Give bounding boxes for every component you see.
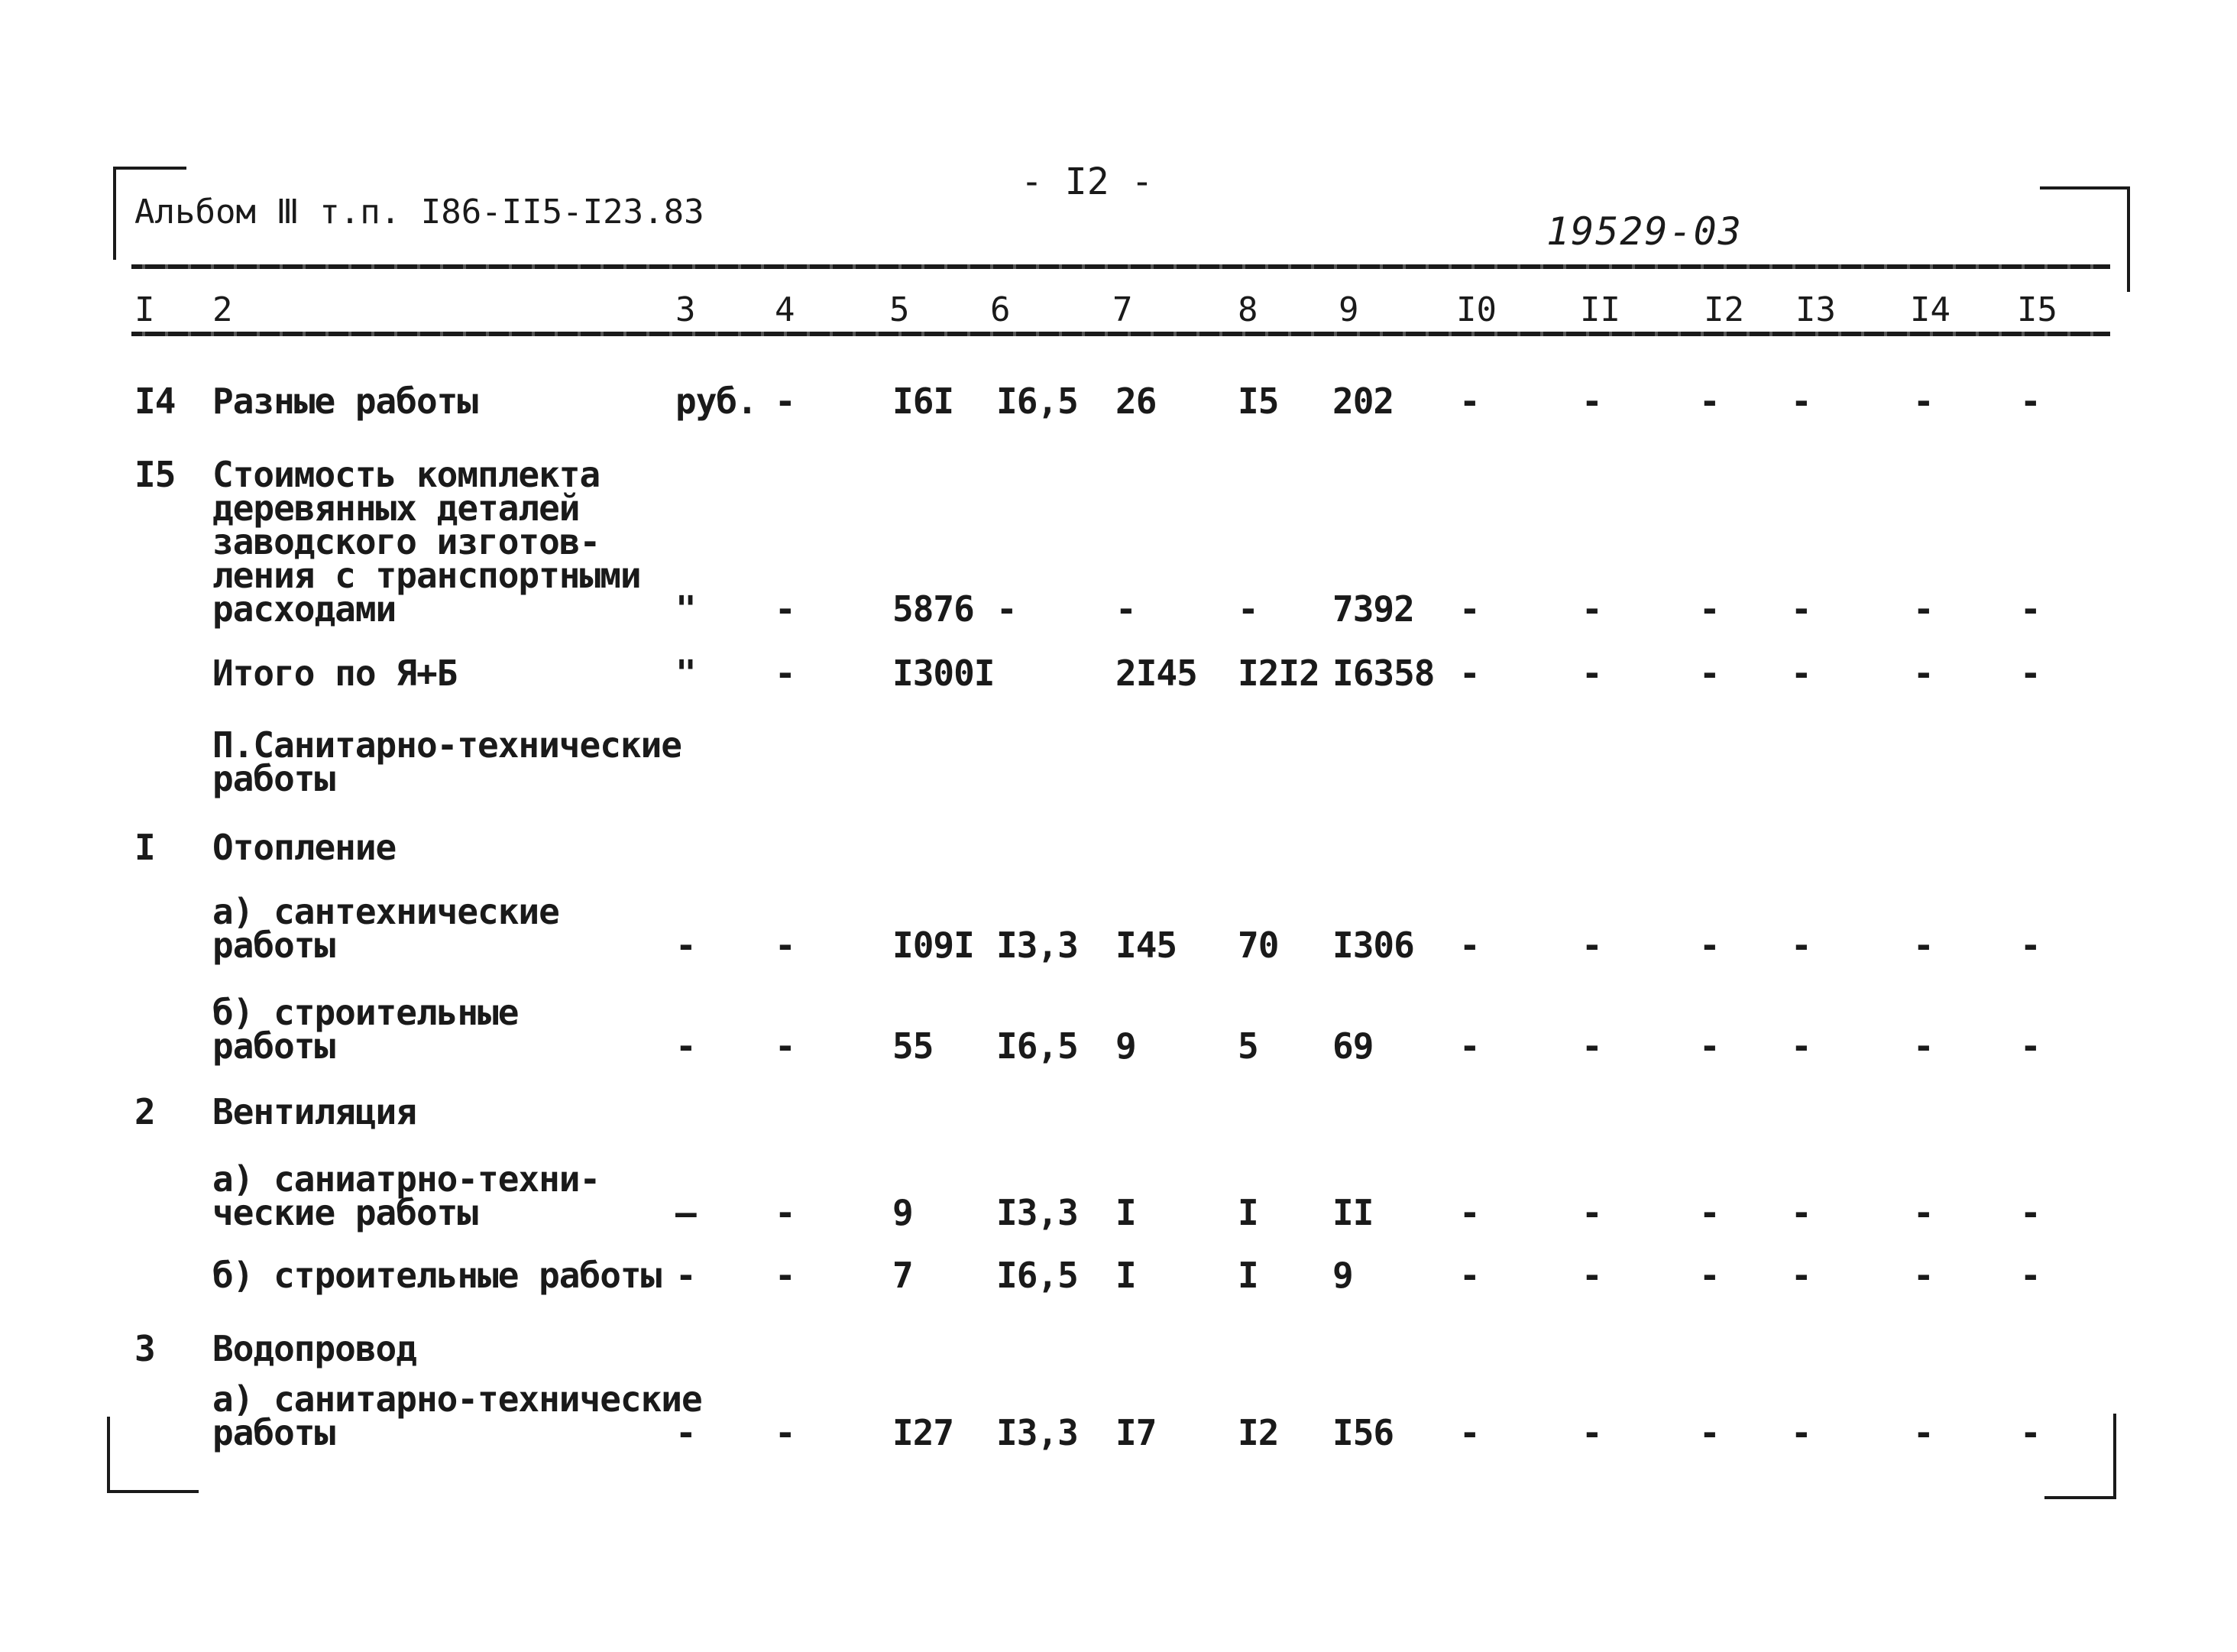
cell-c9: II	[1332, 1192, 1374, 1233]
cell-unit: -	[675, 1255, 696, 1296]
cell-c10: -	[1459, 381, 1480, 422]
cell-c11: -	[1581, 588, 1602, 630]
cell-c14: -	[1913, 381, 1934, 422]
column-header-10: I0	[1456, 290, 1497, 329]
row-name-line: Итого по Я+Б	[212, 653, 458, 694]
cell-c12: -	[1699, 653, 1720, 694]
row-name-line: а) санитарно-технические	[212, 1378, 702, 1420]
cell-c14: -	[1913, 1412, 1934, 1453]
row-number: 3	[134, 1328, 155, 1369]
cell-c13: -	[1791, 1255, 1811, 1296]
cell-c15: -	[2020, 653, 2041, 694]
cell-c12: -	[1699, 1255, 1720, 1296]
row-name-line: а) саниатрно-техни-	[212, 1158, 601, 1200]
cell-unit: "	[675, 653, 696, 694]
column-header-7: 7	[1112, 290, 1133, 329]
album-reference: Альбом Ⅲ т.п. I86-II5-I23.83	[134, 193, 704, 232]
frame-top-right-h	[2040, 186, 2130, 189]
column-header-4: 4	[775, 290, 795, 329]
cell-c10: -	[1459, 588, 1480, 630]
row-name-line: работы	[212, 1412, 335, 1453]
cell-c5: 5876	[892, 588, 974, 630]
cell-c9: 7392	[1332, 588, 1414, 630]
row-name-line: работы	[212, 758, 335, 799]
cell-c10: -	[1459, 1192, 1480, 1233]
cell-c14: -	[1913, 588, 1934, 630]
cell-c4: -	[775, 381, 795, 422]
cell-c12: -	[1699, 1412, 1720, 1453]
cell-c11: -	[1581, 1255, 1602, 1296]
cell-c7: 2I45	[1115, 653, 1197, 694]
cell-unit: -	[675, 1412, 696, 1453]
column-header-5: 5	[889, 290, 910, 329]
cell-c14: -	[1913, 1192, 1934, 1233]
row-name-line: работы	[212, 1025, 335, 1067]
cell-c13: -	[1791, 588, 1811, 630]
cell-c11: -	[1581, 381, 1602, 422]
column-header-3: 3	[675, 290, 696, 329]
cell-c7: I	[1115, 1192, 1136, 1233]
cell-c9: 202	[1332, 381, 1394, 422]
cell-c7: I	[1115, 1255, 1136, 1296]
cell-c10: -	[1459, 1255, 1480, 1296]
row-name-line: Стоимость комплекта	[212, 454, 601, 495]
row-name-line: Водопровод	[212, 1328, 416, 1369]
column-header-12: I2	[1704, 290, 1744, 329]
cell-c11: -	[1581, 653, 1602, 694]
frame-top-right-v	[2127, 188, 2130, 292]
cell-c13: -	[1791, 381, 1811, 422]
cell-c13: -	[1791, 653, 1811, 694]
cell-c11: -	[1581, 1025, 1602, 1067]
cell-c15: -	[2020, 1412, 2041, 1453]
frame-top-left-h	[115, 167, 186, 170]
cell-c7: I45	[1115, 925, 1177, 966]
document-stamp: 19529-03	[1546, 209, 1743, 254]
cell-c5: I6I	[892, 381, 954, 422]
row-name-line: Разные работы	[212, 381, 478, 422]
row-number: 2	[134, 1091, 155, 1132]
page-number: - I2 -	[1021, 160, 1154, 203]
row-name-line: расходами	[212, 588, 397, 630]
cell-unit: —	[675, 1192, 696, 1233]
cell-c11: -	[1581, 1192, 1602, 1233]
row-number: I4	[134, 381, 176, 422]
cell-c10: -	[1459, 653, 1480, 694]
cell-c11: -	[1581, 1412, 1602, 1453]
cell-c5: 9	[892, 1192, 913, 1233]
cell-c6: -	[996, 588, 1017, 630]
cell-c13: -	[1791, 925, 1811, 966]
frame-bottom-left-h	[107, 1490, 199, 1493]
cell-c8: I5	[1238, 381, 1279, 422]
frame-bottom-right-h	[2044, 1496, 2116, 1499]
cell-c8: I2I2	[1238, 653, 1319, 694]
header-rule-bottom	[131, 332, 2110, 336]
row-name-line: заводского изготов-	[212, 521, 601, 562]
cell-c5: I09I	[892, 925, 974, 966]
column-header-13: I3	[1795, 290, 1836, 329]
cell-c12: -	[1699, 1025, 1720, 1067]
cell-c9: I306	[1332, 925, 1414, 966]
column-header-2: 2	[212, 290, 233, 329]
cell-c12: -	[1699, 381, 1720, 422]
row-name-line: деревянных деталей	[212, 488, 580, 529]
cell-c13: -	[1791, 1412, 1811, 1453]
cell-c4: -	[775, 1025, 795, 1067]
cell-c13: -	[1791, 1025, 1811, 1067]
cell-c7: 9	[1115, 1025, 1136, 1067]
row-name-line: Вентиляция	[212, 1091, 416, 1132]
cell-c6: I3,3	[996, 1412, 1078, 1453]
frame-top-left-v	[113, 167, 116, 260]
frame-bottom-right-v	[2113, 1414, 2116, 1499]
column-header-9: 9	[1339, 290, 1359, 329]
cell-c8: I	[1238, 1255, 1258, 1296]
cell-c13: -	[1791, 1192, 1811, 1233]
cell-c9: 69	[1332, 1025, 1374, 1067]
cell-c9: 9	[1332, 1255, 1353, 1296]
column-header-6: 6	[990, 290, 1011, 329]
cell-c5: 55	[892, 1025, 934, 1067]
cell-c15: -	[2020, 1255, 2041, 1296]
cell-c6: I6,5	[996, 381, 1078, 422]
cell-c4: -	[775, 1255, 795, 1296]
cell-c4: -	[775, 588, 795, 630]
cell-c4: -	[775, 1192, 795, 1233]
cell-c9: I6358	[1332, 653, 1435, 694]
cell-c5: I300I	[892, 653, 995, 694]
cell-c15: -	[2020, 925, 2041, 966]
cell-c5: I27	[892, 1412, 954, 1453]
cell-c11: -	[1581, 925, 1602, 966]
cell-c9: I56	[1332, 1412, 1394, 1453]
cell-unit: -	[675, 925, 696, 966]
cell-c10: -	[1459, 925, 1480, 966]
row-name-line: П.Санитарно-технические	[212, 724, 681, 766]
cell-c6: I3,3	[996, 1192, 1078, 1233]
cell-unit: -	[675, 1025, 696, 1067]
cell-c8: -	[1238, 588, 1258, 630]
row-number: I	[134, 827, 155, 868]
cell-c12: -	[1699, 1192, 1720, 1233]
cell-c8: 70	[1238, 925, 1279, 966]
row-name-line: а) сантехнические	[212, 891, 559, 932]
cell-c12: -	[1699, 588, 1720, 630]
cell-c15: -	[2020, 1025, 2041, 1067]
header-rule-top	[131, 264, 2110, 269]
cell-c15: -	[2020, 588, 2041, 630]
column-header-11: II	[1580, 290, 1620, 329]
cell-unit: руб.	[675, 381, 757, 422]
row-name-line: Отопление	[212, 827, 397, 868]
column-header-8: 8	[1238, 290, 1258, 329]
cell-c7: 26	[1115, 381, 1157, 422]
cell-c10: -	[1459, 1412, 1480, 1453]
column-header-14: I4	[1910, 290, 1950, 329]
cell-c4: -	[775, 653, 795, 694]
cell-c10: -	[1459, 1025, 1480, 1067]
cell-c14: -	[1913, 1255, 1934, 1296]
row-name-line: ления с транспортными	[212, 555, 641, 596]
cell-c5: 7	[892, 1255, 913, 1296]
cell-c15: -	[2020, 1192, 2041, 1233]
row-name-line: б) строительные работы	[212, 1255, 662, 1296]
cell-c7: -	[1115, 588, 1136, 630]
row-number: I5	[134, 454, 176, 495]
column-header-15: I5	[2017, 290, 2057, 329]
row-name-line: работы	[212, 925, 335, 966]
cell-c14: -	[1913, 925, 1934, 966]
cell-c6: I6,5	[996, 1025, 1078, 1067]
row-name-line: ческие работы	[212, 1192, 478, 1233]
cell-c14: -	[1913, 653, 1934, 694]
cell-c8: 5	[1238, 1025, 1258, 1067]
cell-unit: "	[675, 588, 696, 630]
cell-c4: -	[775, 1412, 795, 1453]
cell-c6: I3,3	[996, 925, 1078, 966]
cell-c6: I6,5	[996, 1255, 1078, 1296]
cell-c4: -	[775, 925, 795, 966]
cell-c15: -	[2020, 381, 2041, 422]
cell-c8: I	[1238, 1192, 1258, 1233]
cell-c12: -	[1699, 925, 1720, 966]
cell-c8: I2	[1238, 1412, 1279, 1453]
frame-bottom-left-v	[107, 1417, 110, 1493]
row-name-line: б) строительные	[212, 992, 519, 1033]
cell-c7: I7	[1115, 1412, 1157, 1453]
cell-c14: -	[1913, 1025, 1934, 1067]
column-header-1: I	[134, 290, 155, 329]
